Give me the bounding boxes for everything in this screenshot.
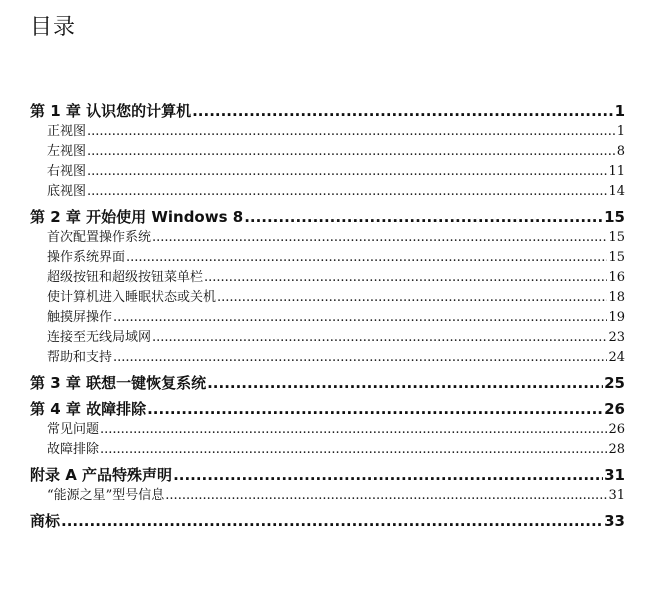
- toc-page-number: 14: [608, 184, 625, 199]
- toc-page-number: 11: [608, 164, 625, 179]
- dot-leader: [100, 442, 607, 457]
- toc-chapter-link[interactable]: [30, 206, 625, 226]
- toc-page-number: 19: [608, 310, 625, 325]
- dot-leader: [113, 350, 607, 365]
- toc-page-number: 25: [604, 374, 625, 392]
- dot-leader: [152, 230, 607, 245]
- toc-chapter: [30, 206, 625, 366]
- toc-page-number: 16: [608, 270, 625, 285]
- toc-page-number: 28: [608, 442, 625, 457]
- toc-entry-link[interactable]: [30, 346, 625, 366]
- dot-leader: [126, 250, 607, 265]
- toc-chapter-link[interactable]: [30, 100, 625, 120]
- toc-entry-link[interactable]: [30, 484, 625, 504]
- toc-entry-link[interactable]: [30, 418, 625, 438]
- toc-chapter-title: 附录 A 产品特殊声明: [30, 466, 173, 484]
- toc-entry-link[interactable]: [30, 266, 625, 286]
- dot-leader: [61, 512, 603, 530]
- toc-entry-title: “能源之星”型号信息: [47, 488, 165, 503]
- toc-chapter-title: 第 4 章 故障排除: [30, 400, 147, 418]
- toc-page-number: 24: [608, 350, 625, 365]
- toc-entry-link[interactable]: [30, 438, 625, 458]
- toc-entry-title: 帮助和支持: [47, 350, 113, 365]
- dot-leader: [113, 310, 607, 325]
- toc-entry-link[interactable]: [30, 246, 625, 266]
- toc-page-number: 15: [604, 208, 625, 226]
- toc-entry-link[interactable]: [30, 226, 625, 246]
- page-title: 目录: [30, 15, 77, 40]
- toc-page-number: 26: [604, 400, 625, 418]
- toc-entry-link[interactable]: [30, 326, 625, 346]
- toc-entry-title: 正视图: [47, 124, 87, 139]
- dot-leader: [165, 488, 607, 503]
- toc-chapter: [30, 372, 625, 392]
- toc-page-number: 15: [608, 230, 625, 245]
- toc-page-number: 23: [608, 330, 625, 345]
- toc-page-number: 8: [616, 144, 625, 159]
- toc-entry-link[interactable]: [30, 180, 625, 200]
- dot-leader: [217, 290, 607, 305]
- toc-entry-title: 操作系统界面: [47, 250, 126, 265]
- toc-entry-title: 右视图: [47, 164, 87, 179]
- toc-entry-link[interactable]: [30, 286, 625, 306]
- toc-page-number: 26: [608, 422, 625, 437]
- toc-entry-title: 超级按钮和超级按钮菜单栏: [47, 270, 204, 285]
- toc-entry-title: 首次配置操作系统: [47, 230, 152, 245]
- dot-leader: [173, 466, 603, 484]
- toc-entry-title: 常见问题: [47, 422, 100, 437]
- toc-page-number: 31: [608, 488, 625, 503]
- dot-leader: [87, 164, 607, 179]
- dot-leader: [192, 102, 613, 120]
- dot-leader: [147, 400, 603, 418]
- toc-chapter-title: 第 1 章 认识您的计算机: [30, 102, 192, 120]
- toc-entry-title: 底视图: [47, 184, 87, 199]
- toc-entry-link[interactable]: [30, 306, 625, 326]
- dot-leader: [87, 124, 616, 139]
- toc-entry-title: 使计算机进入睡眠状态或关机: [47, 290, 217, 305]
- dot-leader: [87, 144, 616, 159]
- toc-chapter-link[interactable]: [30, 398, 625, 418]
- toc-chapter-title: 第 2 章 开始使用 Windows 8: [30, 208, 244, 226]
- toc-page-number: 1: [616, 124, 625, 139]
- toc-page-number: 1: [614, 102, 625, 120]
- toc-page-number: 31: [604, 466, 625, 484]
- toc-entry-link[interactable]: [30, 160, 625, 180]
- toc-chapter-title: 商标: [30, 512, 61, 530]
- toc-chapter-link[interactable]: [30, 372, 625, 392]
- toc-page-number: 18: [608, 290, 625, 305]
- dot-leader: [100, 422, 607, 437]
- toc-chapter-link[interactable]: [30, 464, 625, 484]
- toc-entry-title: 故障排除: [47, 442, 100, 457]
- toc-page-number: 15: [608, 250, 625, 265]
- toc-page-number: 33: [604, 512, 625, 530]
- dot-leader: [207, 374, 603, 392]
- toc-chapter: [30, 510, 625, 530]
- toc-chapter-link[interactable]: [30, 510, 625, 530]
- toc-entry-title: 触摸屏操作: [47, 310, 113, 325]
- dot-leader: [204, 270, 607, 285]
- toc-chapter: [30, 100, 625, 200]
- dot-leader: [87, 184, 607, 199]
- toc-entry-title: 连接至无线局域网: [47, 330, 152, 345]
- dot-leader: [152, 330, 607, 345]
- toc-chapter: [30, 464, 625, 504]
- toc-chapter: [30, 398, 625, 458]
- toc-entry-link[interactable]: [30, 120, 625, 140]
- toc-entry-title: 左视图: [47, 144, 87, 159]
- toc-entry-link[interactable]: [30, 140, 625, 160]
- dot-leader: [244, 208, 603, 226]
- toc-chapter-title: 第 3 章 联想一键恢复系统: [30, 374, 207, 392]
- table-of-contents: [30, 100, 625, 536]
